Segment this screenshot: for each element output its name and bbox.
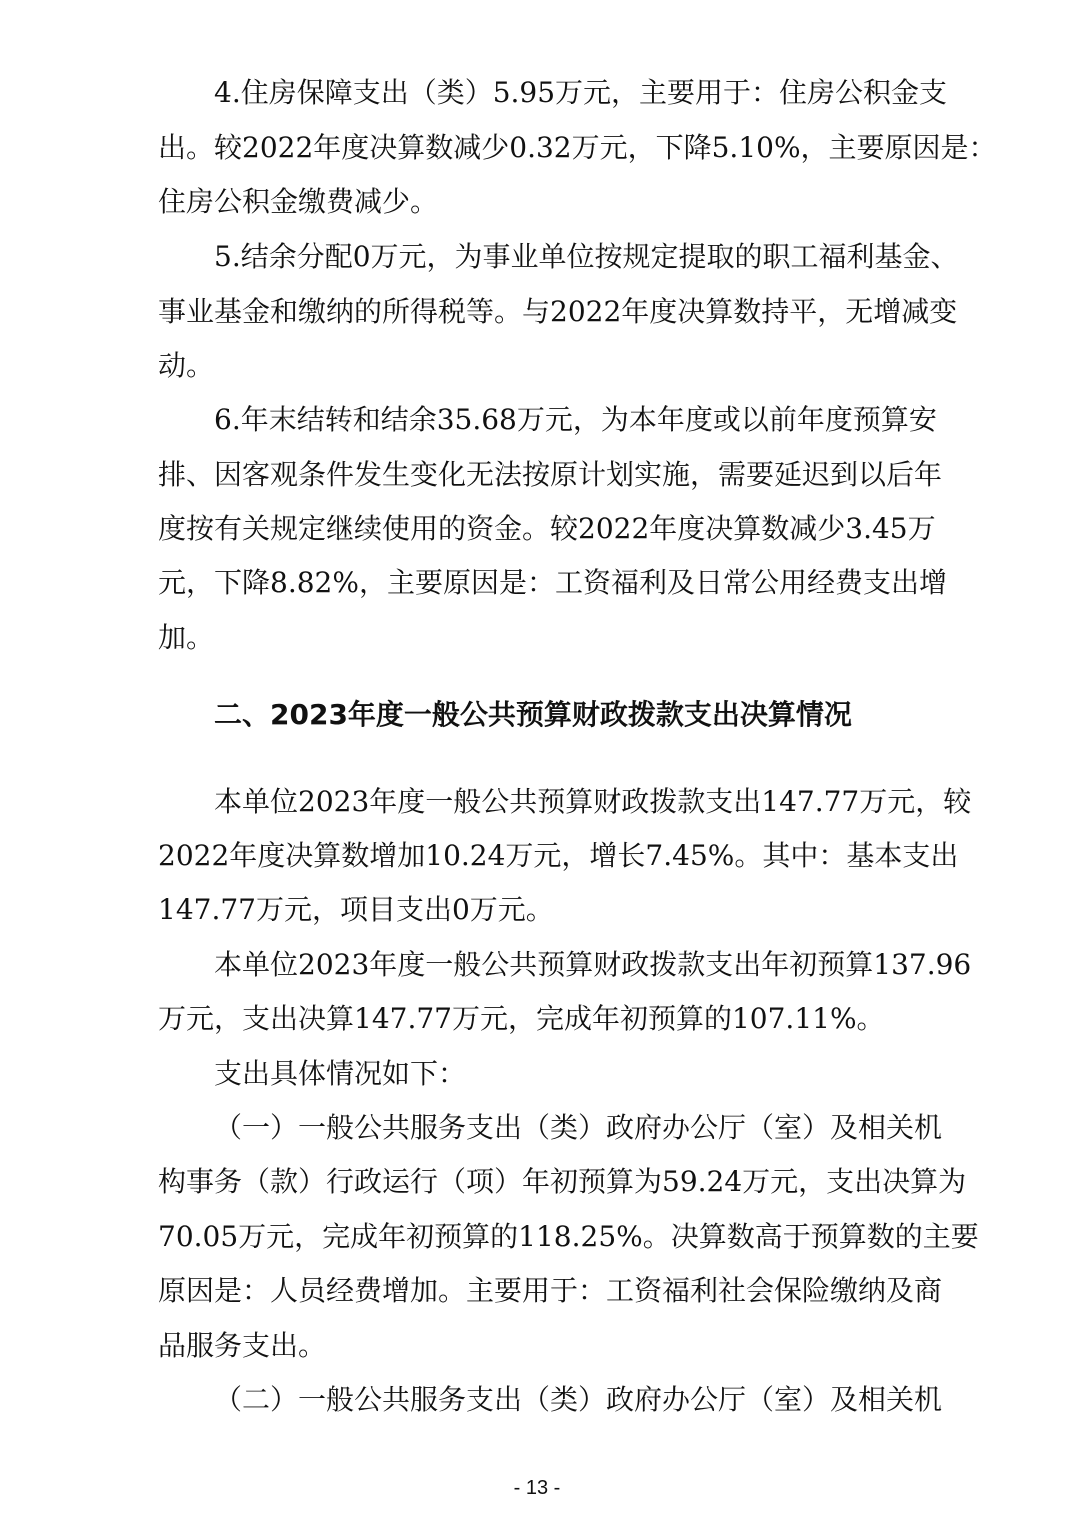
paragraph-6-line-5: 加。	[158, 621, 215, 654]
section-paragraph-2-line-1: 本单位2023年度一般公共预算财政拨款支出年初预算137.96	[214, 948, 972, 981]
paragraph-4-line-2: 出。较2022年度决算数减少0.32万元，下降5.10%，主要原因是：	[158, 131, 997, 164]
section-heading: 二、2023年度一般公共预算财政拨款支出决算情况	[214, 698, 852, 731]
paragraph-6-line-2: 排、因客观条件发生变化无法按原计划实施，需要延迟到以后年	[158, 458, 943, 491]
section-paragraph-5-line-1: （二）一般公共服务支出（类）政府办公厅（室）及相关机	[214, 1383, 943, 1416]
section-paragraph-4-line-4: 原因是：人员经费增加。主要用于：工资福利社会保险缴纳及商	[158, 1274, 943, 1307]
section-paragraph-1-line-3: 147.77万元，项目支出0万元。	[158, 893, 554, 926]
paragraph-4-line-1: 4.住房保障支出（类）5.95万元，主要用于：住房公积金支	[214, 76, 948, 109]
paragraph-6-line-4: 元，下降8.82%，主要原因是：工资福利及日常公用经费支出增	[158, 566, 947, 599]
section-paragraph-1-line-1: 本单位2023年度一般公共预算财政拨款支出147.77万元，较	[214, 785, 972, 818]
paragraph-5-line-1: 5.结余分配0万元，为事业单位按规定提取的职工福利基金、	[214, 240, 959, 273]
page-number: - 13 -	[513, 1477, 561, 1499]
paragraph-6-line-1: 6.年末结转和结余35.68万元，为本年度或以前年度预算安	[214, 403, 937, 436]
paragraph-5-line-3: 动。	[158, 349, 215, 382]
section-paragraph-4-line-5: 品服务支出。	[158, 1329, 327, 1362]
section-paragraph-3-line-1: 支出具体情况如下：	[214, 1057, 467, 1090]
paragraph-4-line-3: 住房公积金缴费减少。	[158, 185, 439, 218]
paragraph-6-line-3: 度按有关规定继续使用的资金。较2022年度决算数减少3.45万	[158, 512, 936, 545]
paragraph-5-line-2: 事业基金和缴纳的所得税等。与2022年度决算数持平，无增减变	[158, 295, 958, 328]
section-paragraph-2-line-2: 万元，支出决算147.77万元，完成年初预算的107.11%。	[158, 1002, 885, 1035]
section-paragraph-4-line-2: 构事务（款）行政运行（项）年初预算为59.24万元，支出决算为	[158, 1165, 967, 1198]
section-paragraph-1-line-2: 2022年度决算数增加10.24万元，增长7.45%。其中：基本支出	[158, 839, 959, 872]
section-paragraph-4-line-3: 70.05万元，完成年初预算的118.25%。决算数高于预算数的主要	[158, 1220, 979, 1253]
section-paragraph-4-line-1: （一）一般公共服务支出（类）政府办公厅（室）及相关机	[214, 1111, 943, 1144]
